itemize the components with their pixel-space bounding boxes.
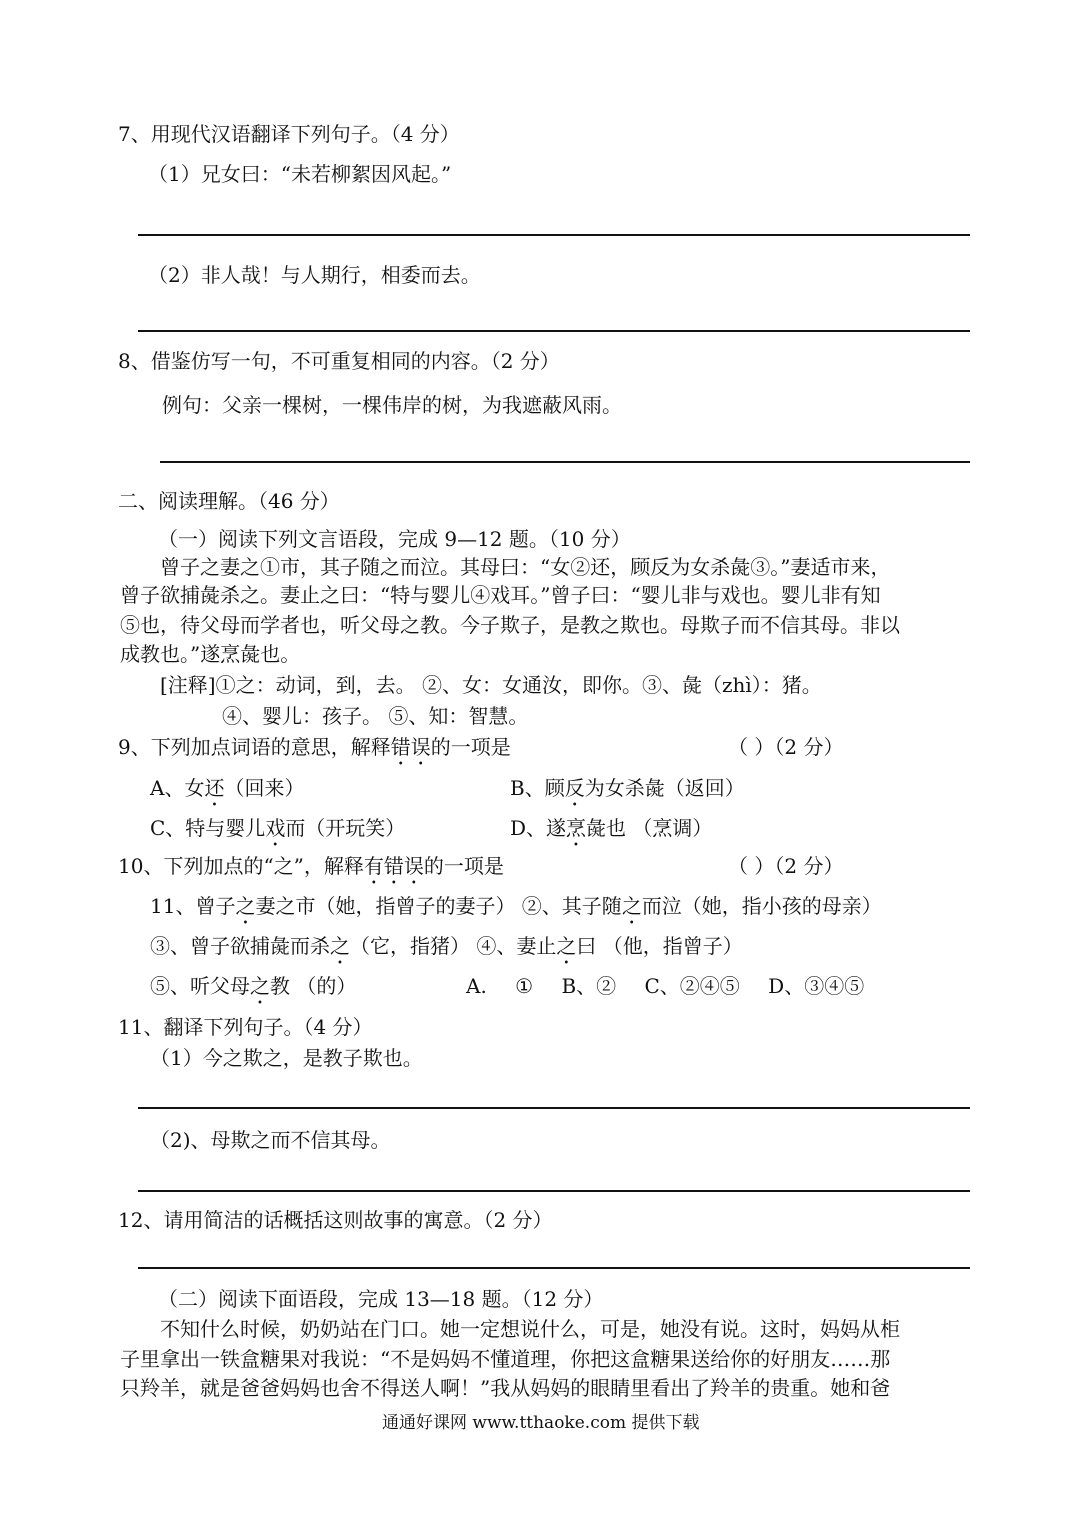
dotted-word: 有错误 [363,854,424,878]
question-9-stem: 9、下列加点词语的意思，解释错误的一项是 [118,735,511,759]
page-footer: 通通好课网 www.tthaoke.com 提供下载 [382,1413,700,1433]
dotted-word: 错误 [390,735,431,759]
dotted-word: 之 [556,934,577,958]
notes-line-1: [注释]①之：动词，到，去。 ②、女：女通汝，即你。③、彘（zhì）：猪。 [160,673,822,697]
section-2-title: 二、阅读理解。（46 分） [118,489,340,513]
question-11-sentence-2: （2)、母欺之而不信其母。 [150,1128,391,1152]
question-9-option-c: C、特与婴儿戏而（开玩笑） [150,816,406,840]
question-9-option-d: D、遂烹彘也 （烹调） [510,816,713,840]
question-10-stem: 10、下列加点的“之”，解释有错误的一项是 [118,854,504,878]
answer-line [138,1190,970,1192]
dotted-word: 之 [621,894,642,918]
passage-line: 子里拿出一铁盒糖果对我说：“不是妈妈不懂道理，你把这盒糖果送给你的好朋友……那 [120,1347,891,1371]
question-8-example: 例句：父亲一棵树，一棵伟岸的树，为我遮蔽风雨。 [162,393,622,417]
question-9-option-a: A、女还（回来） [150,776,305,800]
question-12-title: 12、请用简洁的话概括这则故事的寓意。（2 分） [118,1208,553,1232]
question-7-title: 7、用现代汉语翻译下列句子。（4 分） [118,122,460,146]
answer-line [160,461,970,463]
dotted-word: 反 [564,776,585,800]
question-11-title: 11、翻译下列句子。（4 分） [118,1015,373,1039]
passage-line: 只羚羊，就是爸爸妈妈也舍不得送人啊！”我从妈妈的眼睛里看出了羚羊的贵重。她和爸 [120,1376,891,1400]
notes-line-2: ④、婴儿：孩子。 ⑤、知：智慧。 [222,704,529,728]
question-9-answer-paren: （ ）（2 分） [728,735,844,759]
passage-line: 成教也。”遂烹彘也。 [120,642,301,666]
dotted-word: 烹 [566,816,587,840]
question-7-sentence-2: （2）非人哉！与人期行，相委而去。 [148,263,481,287]
answer-line [138,1267,970,1269]
question-10-answer-paren: （ ）（2 分） [728,854,844,878]
question-9-option-b: B、顾反为女杀彘（返回） [510,776,745,800]
dotted-word: 之 [250,974,270,998]
answer-line [138,234,970,236]
question-10-line-2: ③、曾子欲捕彘而杀之（它，指猪） ④、妻止之曰 （他，指曾子） [150,934,743,958]
part-1-title: （一）阅读下列文言语段，完成 9—12 题。（10 分） [158,527,631,551]
passage-line: 曾子之妻之①市，其子随之而泣。其母曰：“女②还，顾反为女杀彘③。”妻适市来， [160,555,891,579]
answer-line [138,1107,970,1109]
dotted-word: 之 [330,934,350,958]
question-11-sentence-1: （1）今之欺之，是教子欺也。 [150,1046,423,1070]
passage-line: ⑤也，待父母而学者也，听父母之教。今子欺子，是教之欺也。母欺子而不信其母。非以 [120,613,900,637]
question-8-title: 8、借鉴仿写一句，不可重复相同的内容。（2 分） [118,349,560,373]
question-10-line-1: 11、曾子之妻之市（她，指曾子的妻子） ②、其子随之而泣（她，指小孩的母亲） [150,894,882,918]
part-2-title: （二）阅读下面语段，完成 13—18 题。（12 分） [158,1287,604,1311]
question-10-choices: A. ① B、② C、②④⑤ D、③④⑤ [466,974,865,998]
passage-line: 不知什么时候，奶奶站在门口。她一定想说什么，可是，她没有说。这时，妈妈从柜 [160,1317,900,1341]
question-10-line-3: ⑤、听父母之教 （的） [150,974,357,998]
dotted-word: 之 [235,894,256,918]
dotted-word: 还 [204,776,225,800]
question-7-sentence-1: （1）兄女曰：“未若柳絮因风起。” [148,162,452,186]
answer-line [138,330,970,332]
passage-line: 曾子欲捕彘杀之。妻止之曰：“特与婴儿④戏耳。”曾子曰：“婴儿非与戏也。婴儿非有知 [120,583,881,607]
dotted-word: 戏 [265,816,286,840]
